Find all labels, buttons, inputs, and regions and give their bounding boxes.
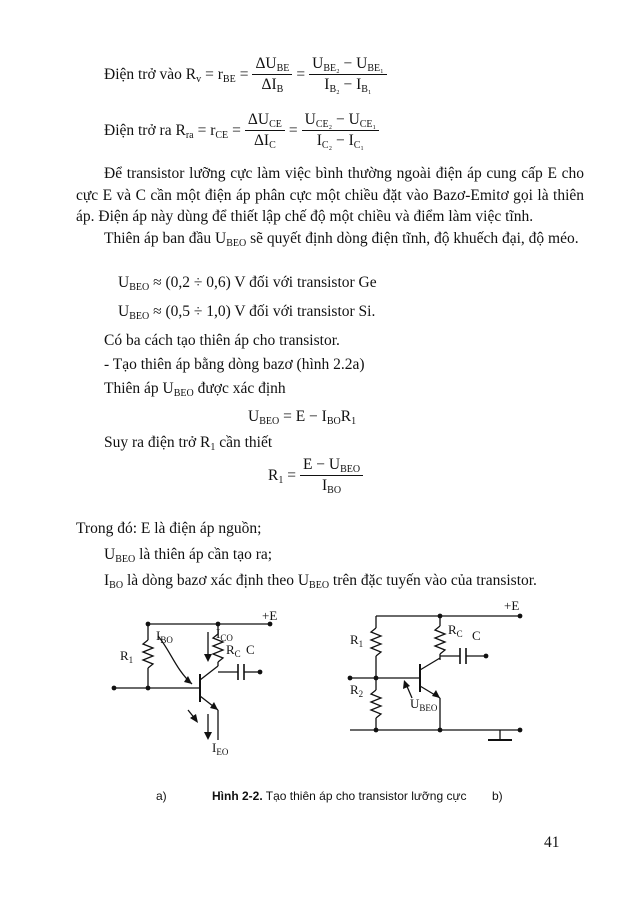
label-c-b: C [472, 628, 481, 643]
eq2-equals-2: = [288, 121, 298, 139]
label-r2-b: $R_2$ [350, 682, 364, 699]
line-three-ways: Có ba cách tạo thiên áp cho transistor. [104, 332, 340, 349]
equation-r1: $R_1$ = $\frac{E - U_{BEO}}{I_{BO}}$ [268, 455, 363, 496]
eq1-fraction-delta: $\frac{\Delta U_{BE}}{\Delta I_B}$ [252, 54, 292, 95]
line-ge-bias: $U_{BEO} \approx (0,2 \div 0,6)$ V đối với transistor Ge [118, 274, 377, 293]
line-bias-defined: Thiên áp $U_{BEO}$ được xác định [104, 380, 286, 399]
caption-b: b) [492, 789, 503, 803]
label-ieo: $I_{EO}$ [212, 740, 229, 757]
label-ico: $I_{CO}$ [216, 626, 233, 643]
eq1-equals-2: = [296, 65, 306, 83]
label-r1-b: $R_1$ [350, 632, 364, 649]
line-where: Trong đó: E là điện áp nguồn; [76, 520, 262, 537]
label-ubeo-b: $U_{BEO}$ [410, 696, 438, 713]
equation-ubeo: $U_{BEO} = E - I_{BO}R_1$ [248, 408, 357, 427]
eq1-rbe: = $r_{BE}$ [205, 65, 236, 85]
eq2-rce: = $r_{CE}$ [197, 121, 229, 141]
paragraph-initial-bias: Thiên áp ban đầu $U_{BEO}$ sẽ quyết định dòng điện tĩnh, độ khuếch đại, độ méo. [104, 230, 579, 249]
eq2-label: Điện trở ra $R_{ra}$ [104, 121, 194, 141]
label-c: C [246, 642, 255, 657]
line-si-bias: $U_{BEO} \approx (0,5 \div 1,0)$ V đối với transistor Si. [118, 303, 376, 322]
eq2-fraction-difference: $\frac{U_{CE_2} - U_{CE_1}}{I_{C_2} - I_{C_1}}$ [302, 110, 379, 151]
label-plus-e-b: +E [504, 598, 520, 613]
label-ibo: $I_{BO}$ [156, 628, 173, 645]
line-where-ubeo: $U_{BEO}$ là thiên áp cần tạo ra; [104, 546, 273, 565]
label-r1: $R_1$ [120, 648, 134, 665]
figure-caption: Hình 2-2. Tạo thiên áp cho transistor lưỡng cực [212, 789, 467, 803]
eq1-label: Điện trở vào $R_v$ [104, 65, 202, 85]
label-rc-b: $R_C$ [448, 622, 463, 639]
eq1-equals-1: = [239, 65, 249, 83]
line-where-ibo: $I_{BO}$ là dòng bazơ xác định theo $U_{BEO}$ trên đặc tuyến vào của transistor. [104, 572, 537, 591]
page-number: 41 [544, 834, 560, 851]
circuit-figure-b [336, 594, 536, 754]
label-rc: $R_C$ [226, 642, 241, 659]
line-infer-r1: Suy ra điện trở $R_1$ cần thiết [104, 434, 273, 453]
circuit-figure-a [100, 610, 300, 760]
line-method-1: - Tạo thiên áp bằng dòng bazơ (hình 2.2a) [104, 356, 365, 373]
eq1-fraction-difference: $\frac{U_{BE_2} - U_{BE_1}}{I_{B_2} - I_{B_1}}$ [309, 54, 386, 95]
equation-input-resistance [104, 54, 387, 95]
eq2-equals-1: = [232, 121, 241, 139]
eq2-fraction-delta: $\frac{\Delta U_{CE}}{\Delta I_C}$ [245, 110, 285, 151]
equation-output-resistance [104, 110, 379, 151]
caption-a: a) [156, 789, 167, 803]
paragraph-bias-intro: Để transistor lưỡng cực làm việc bình thường ngoài điện áp cung cấp E cho cực E và C cần một điện áp phân cực một chiều đặt vào Bazơ-Emitơ gọi là thiên áp. Điện áp này dùng để thiết lập chế độ một chiều và điểm làm việc tĩnh. [76, 165, 584, 225]
label-plus-e: +E [262, 610, 278, 623]
